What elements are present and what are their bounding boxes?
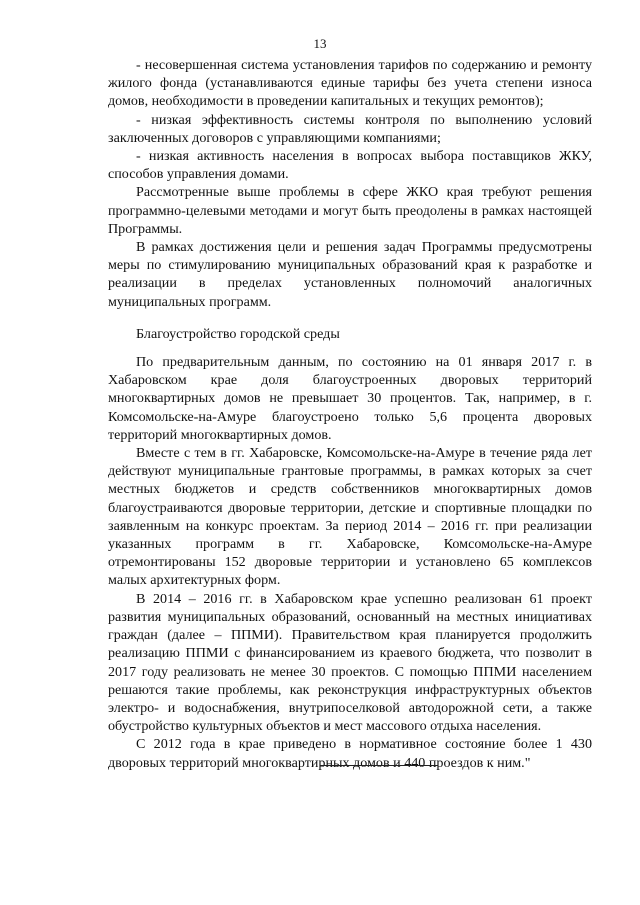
closing-rule: [320, 765, 438, 766]
paragraph-population-activity: - низкая активность населения в вопросах выбора поставщиков ЖКУ, способов управления домами.: [108, 148, 592, 183]
section-heading: Благоустройство городской среды: [136, 325, 340, 342]
page-number: 13: [313, 36, 327, 51]
document-body: [108, 56, 592, 772]
paragraph-grant-programs: Вместе с тем в гг. Хабаровске, Комсомольске-на-Амуре в течение ряда лет действуют муниципальные грантовые программы, в рамках которых за счет местных бюджетов и средств собственников многоквартирных домов благоустраиваются дворовые территории, детские и спортивные площадки по заявленным на конкурс проектам. За период 2014 – 2016 гг. при реализации указанных программ в гг. Хабаровске, Комсомольске-на-Амуре отремонтированы 152 дворовые территории и установлено 65 комплексов малых архитектурных форм.: [108, 445, 592, 589]
paragraph-problems-summary: Рассмотренные выше проблемы в сфере ЖКО края требуют решения программно-целевыми методами и могут быть преодолены в рамках настоящей Программы.: [108, 184, 592, 237]
paragraph-tariff-system: - несовершенная система установления тарифов по содержанию и ремонту жилого фонда (устанавливаются единые тарифы без учета степени износа домов, необходимости в проведении капитальных и текущих ремонтов);: [108, 57, 592, 110]
paragraph-contract-control: - низкая эффективность системы контроля по выполнению условий заключенных договоров с управляющими компаниями;: [108, 111, 592, 146]
paragraph-ppmi: В 2014 – 2016 гг. в Хабаровском крае успешно реализован 61 проект развития муниципальных образований, основанный на местных инициативах граждан (далее – ППМИ). Правительством края планируется продолжить реализацию ППМИ с финансированием из краевого бюджета, что позволит в 2017 году реализовать не менее 30 проектов. С помощью ППМИ населением решаются такие проблемы, как реконструкция инфраструктурных объектов электро- и водоснабжения, внутрипоселковой автодорожной сети, а также обустройство культурных объектов и мест массового отдыха населения.: [108, 590, 592, 735]
paragraph-municipal-incentives: В рамках достижения цели и решения задач Программы предусмотрены меры по стимулированию муниципальных образований края к разработке и реализации в пределах установленных полномочий аналогичных муниципальных программ.: [108, 239, 592, 310]
paragraph-preliminary-data: По предварительным данным, по состоянию на 01 января 2017 г. в Хабаровском крае доля благоустроенных дворовых территорий многоквартирных домов не превышает 30 процентов. Так, например, в г. Комсомольске-на-Амуре благоустроено только 5,6 процента дворовых территорий многоквартирных домов.: [108, 354, 592, 443]
paragraph-since-2012: С 2012 года в крае приведено в нормативное состояние более 1 430 дворовых территорий многоквартирных домов и 440 проездов к ним.": [108, 736, 592, 771]
